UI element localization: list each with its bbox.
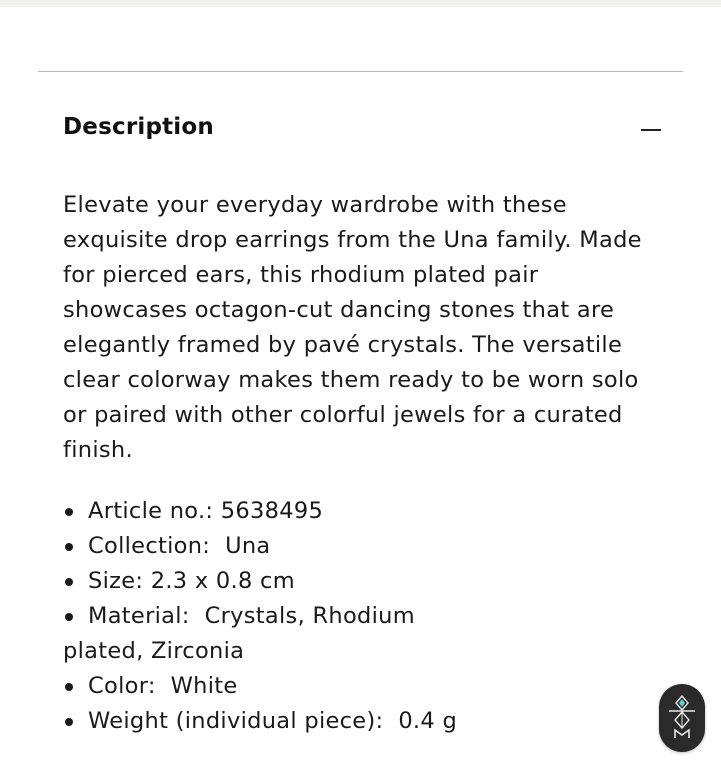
collapse-button[interactable] <box>639 116 663 140</box>
detail-article-number: Article no.: 5638495 <box>63 494 663 529</box>
product-details-list <box>63 494 663 739</box>
minus-icon <box>641 129 661 131</box>
detail-weight: Weight (individual piece): 0.4 g <box>63 704 663 739</box>
description-text: Elevate your everyday wardrobe with these exquisite drop earrings from the Una family. Made for pierced ears, this rhodium plated pair showcases octagon-cut dancing stones that are elegantly framed by pavé crystals. The versatile clear colorway makes them ready to be worn solo or paired with other colorful jewels for a curated finish. <box>63 192 642 463</box>
section-title: Description <box>63 114 214 140</box>
brand-badge-button[interactable] <box>659 684 705 752</box>
description-accordion-header[interactable] <box>38 72 683 182</box>
detail-material: Material: Crystals, Rhodium <box>63 599 663 634</box>
detail-color: Color: White <box>63 669 663 704</box>
detail-size: Size: 2.3 x 0.8 cm <box>63 564 663 599</box>
swan-logo-icon <box>659 684 705 752</box>
top-strip <box>0 0 721 7</box>
detail-material-continued: plated, Zirconia <box>63 638 245 664</box>
detail-collection: Collection: Una <box>63 529 663 564</box>
